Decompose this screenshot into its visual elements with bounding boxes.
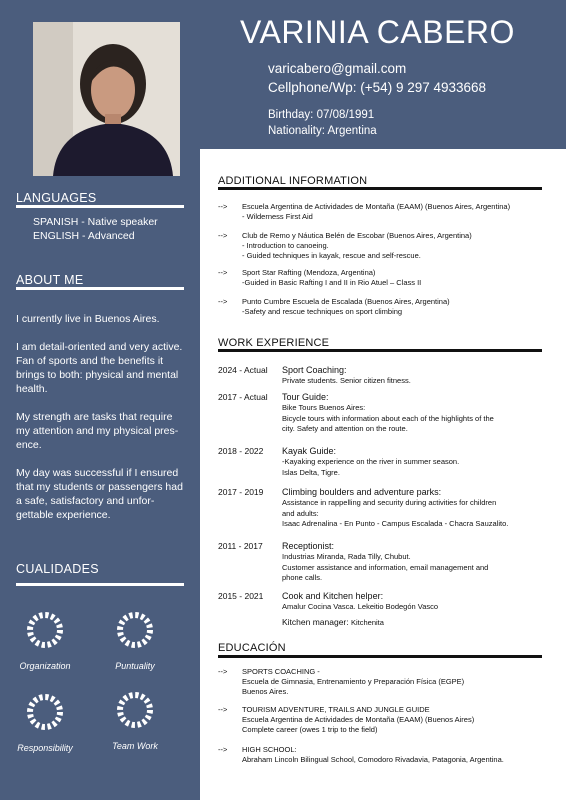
info-line: -Guided in Basic Rafting I and II in Rio Atuel – Class II [242,278,422,287]
work-role: Sport Coaching: [282,365,347,375]
arrow-icon: --> [218,268,228,277]
education-line: SPORTS COACHING - [242,667,320,676]
work-line: Islas Delta, Tigre. [282,467,340,477]
education-line: Buenos Aires. [242,687,289,696]
work-title: WORK EXPERIENCE [218,337,330,349]
info-line: - Wilderness First Aid [242,212,313,221]
additional-title: ADDITIONAL INFORMATION [218,175,368,187]
quality-label: Team Work [112,741,158,751]
work-date: 2017 - Actual [218,392,268,402]
work-role: Climbing boulders and adventure parks: [282,487,442,497]
work-date: 2017 - 2019 [218,487,264,497]
info-line: - Guided techniques in kayak, rescue and self-rescue. [242,251,421,260]
work-line: Industrias Miranda, Rada Tilly, Chubut. [282,552,411,561]
info-line: -Safety and rescue techniques on sport climbing [242,307,403,316]
work-line: Private students. Senior citizen fitness. [282,376,411,385]
work-role: Receptionist: [282,541,335,551]
arrow-icon: --> [218,745,228,754]
education-line: Escuela Argentina de Actividades de Montaña (EAAM) (Buenos Aires) [242,715,475,724]
arrow-icon: --> [218,202,228,211]
quality-puntuality [90,610,180,671]
education-line: HIGH SCHOOL: [242,745,297,754]
work-date: 2015 - 2021 [218,591,264,601]
work-extra-label: Kitchen manager: [282,616,349,627]
phone-text: Cellphone/Wp: (+54) 9 297 4933668 [268,80,487,95]
work-line: city. Safety and attention on the route. [282,424,408,433]
arrow-icon: --> [218,297,228,306]
info-line: - Introduction to canoeing. [242,241,329,250]
education-line: Escuela de Gimnasia, Entrenamiento y Preparación Física (EGPE) [242,677,465,686]
arrow-icon: --> [218,231,228,240]
about-divider [16,287,184,290]
language-item: ENGLISH - Advanced [33,230,135,242]
dashed-ring-icon [25,692,65,732]
education-line: Complete career (owes 1 trip to the field) [242,725,378,734]
portrait-illustration [33,22,180,176]
about-paragraph: My day was successful if I ensured that my students or passengers had a safe, satisfactory and unfor-gettable experience. [16,467,183,521]
work-line: and adults: [282,508,319,518]
dashed-ring-icon [115,690,155,730]
work-line: phone calls. [282,573,323,582]
nationality-text: Nationality: Argentina [268,125,377,137]
quality-label: Organization [19,661,71,671]
work-line: Bike Tours Buenos Aires: [282,403,366,412]
education-divider [218,655,542,658]
arrow-icon: --> [218,705,228,714]
work-date: 2018 - 2022 [218,446,264,456]
language-item: SPANISH - Native speaker [33,216,158,228]
work-extra-value: Kitchenita [351,617,384,627]
work-extra [282,617,544,627]
birthday-text: Birthday: 07/08/1991 [268,109,375,121]
work-line: Isaac Adrenalina - En Punto - Campus Escalada - Chacra Sauzalito. [282,519,509,528]
languages-title: LANGUAGES [16,191,97,205]
info-line: Sport Star Rafting (Mendoza, Argentina) [242,268,376,277]
main-panel [200,149,566,800]
education-line: TOURISM ADVENTURE, TRAILS AND JUNGLE GUIDE [242,705,430,714]
languages-divider [16,205,184,208]
work-line: Bicycle tours with information about each of the highlights of the [282,413,494,423]
quality-label: Responsibility [17,743,73,753]
additional-divider [218,187,542,190]
work-date: 2011 - 2017 [218,541,263,551]
work-divider [218,349,542,352]
quality-responsibility [0,692,90,753]
work-line: -Kayaking experience on the river in summer season. [282,457,460,466]
info-line: Punto Cumbre Escuela de Escalada (Buenos Aires, Argentina) [242,297,450,306]
profile-photo [33,22,180,176]
email-text[interactable]: varicabero@gmail.com [268,61,407,76]
qualities-title: CUALIDADES [16,562,99,576]
work-line: Amalur Cocina Vasca. Lekeitio Bodegón Vasco [282,602,439,611]
dashed-ring-icon [115,610,155,650]
info-line: Club de Remo y Náutica Belén de Escobar (Buenos Aires, Argentina) [242,231,472,240]
work-date: 2024 - Actual [218,365,268,375]
about-body [16,312,184,536]
languages-list [33,215,158,243]
education-title: EDUCACIÓN [218,642,286,654]
person-name: VARINIA CABERO [240,14,515,50]
work-line: Customer assistance and information, email management and [282,562,489,572]
about-paragraph: I am detail-oriented and very active. Fan of sports and the benefits it brings to both: physical and mental health. [16,341,183,395]
work-role: Cook and Kitchen helper: [282,591,384,601]
info-line: Escuela Argentina de Actividades de Montaña (EAAM) (Buenos Aires, Argentina) [242,202,511,211]
work-line: Assistance in rappelling and security during activities for children [282,498,497,507]
quality-organization [0,610,90,671]
quality-team-work [90,690,180,751]
education-line: Abraham Lincoln Bilingual School, Comodoro Rivadavia, Patagonia, Argentina. [242,755,504,764]
about-paragraph: My strength are tasks that require my attention and my physical pres-ence. [16,411,179,451]
arrow-icon: --> [218,667,228,676]
work-role: Kayak Guide: [282,446,337,456]
about-title: ABOUT ME [16,273,84,287]
work-role: Tour Guide: [282,392,329,402]
quality-label: Puntuality [115,661,155,671]
about-paragraph: I currently live in Buenos Aires. [16,313,160,325]
qualities-divider [16,583,184,586]
dashed-ring-icon [25,610,65,650]
